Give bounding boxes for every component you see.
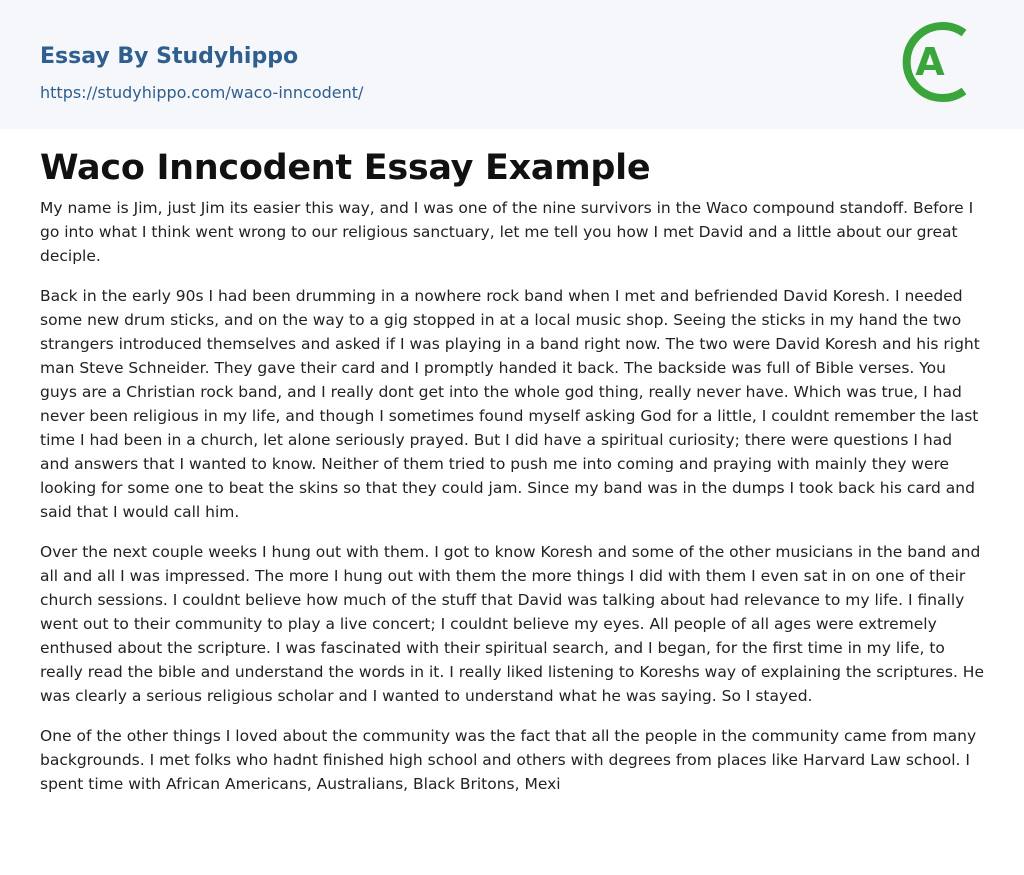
essay-paragraph-1: My name is Jim, just Jim its easier this way, and I was one of the nine survivors in the Waco compound standoff. Before I go into what I think went wrong to our religious sanctuary, let me tell you how I met David and a little about our great deciple. bbox=[40, 199, 974, 265]
logo-letter: A bbox=[915, 40, 945, 84]
essay-url-link[interactable]: https://studyhippo.com/waco-inncodent/ bbox=[40, 83, 364, 102]
studyhippo-a-logo-icon[interactable] bbox=[900, 20, 984, 104]
site-brand-title[interactable]: Essay By Studyhippo bbox=[40, 44, 299, 69]
essay-paragraph-4: One of the other things I loved about the community was the fact that all the people in the community came from many backgrounds. I met folks who hadnt finished high school and others with degrees from places like Harvard Law school. I spent time with African Americans, Australians, Black Britons, Mexi bbox=[40, 727, 977, 793]
essay-content bbox=[0, 146, 1024, 796]
essay-title: Waco Inncodent Essay Example bbox=[40, 148, 651, 188]
site-header bbox=[0, 0, 1024, 129]
essay-paragraph-3: Over the next couple weeks I hung out with them. I got to know Koresh and some of the other musicians in the band and all and all I was impressed. The more I hung out with them the more things I did with them I even sat in on one of their church sessions. I couldnt believe how much of the stuff that David was talking about had relevance to my life. I finally went out to their community to play a live concert; I couldnt believe my eyes. All people of all ages were extremely enthused about the scripture. I was fascinated with their spiritual search, and I began, for the first time in my life, to really read the bible and understand the words in it. I really liked listening to Koreshs way of explaining the scriptures. He was clearly a serious religious scholar and I wanted to understand what he was saying. So I stayed. bbox=[40, 543, 985, 705]
essay-paragraph-2: Back in the early 90s I had been drumming in a nowhere rock band when I met and befriended David Koresh. I needed some new drum sticks, and on the way to a gig stopped in at a local music shop. Seeing the sticks in my hand the two strangers introduced themselves and asked if I was playing in a band right now. The two were David Koresh and his right man Steve Schneider. They gave their card and I promptly handed it back. The backside was full of Bible verses. You guys are a Christian rock band, and I really dont get into the whole god thing, really never have. Which was true, I had never been religious in my life, and though I sometimes found myself asking God for a little, I couldnt remember the last time I had been in a church, let alone seriously prayed. But I did have a spiritual curiosity; there were questions I had and answers that I wanted to know. Neither of them tried to push me into coming and praying with mainly they were looking for some one to beat the skins so that they could jam. Since my band was in the dumps I took back his card and said that I would call him. bbox=[40, 287, 980, 521]
